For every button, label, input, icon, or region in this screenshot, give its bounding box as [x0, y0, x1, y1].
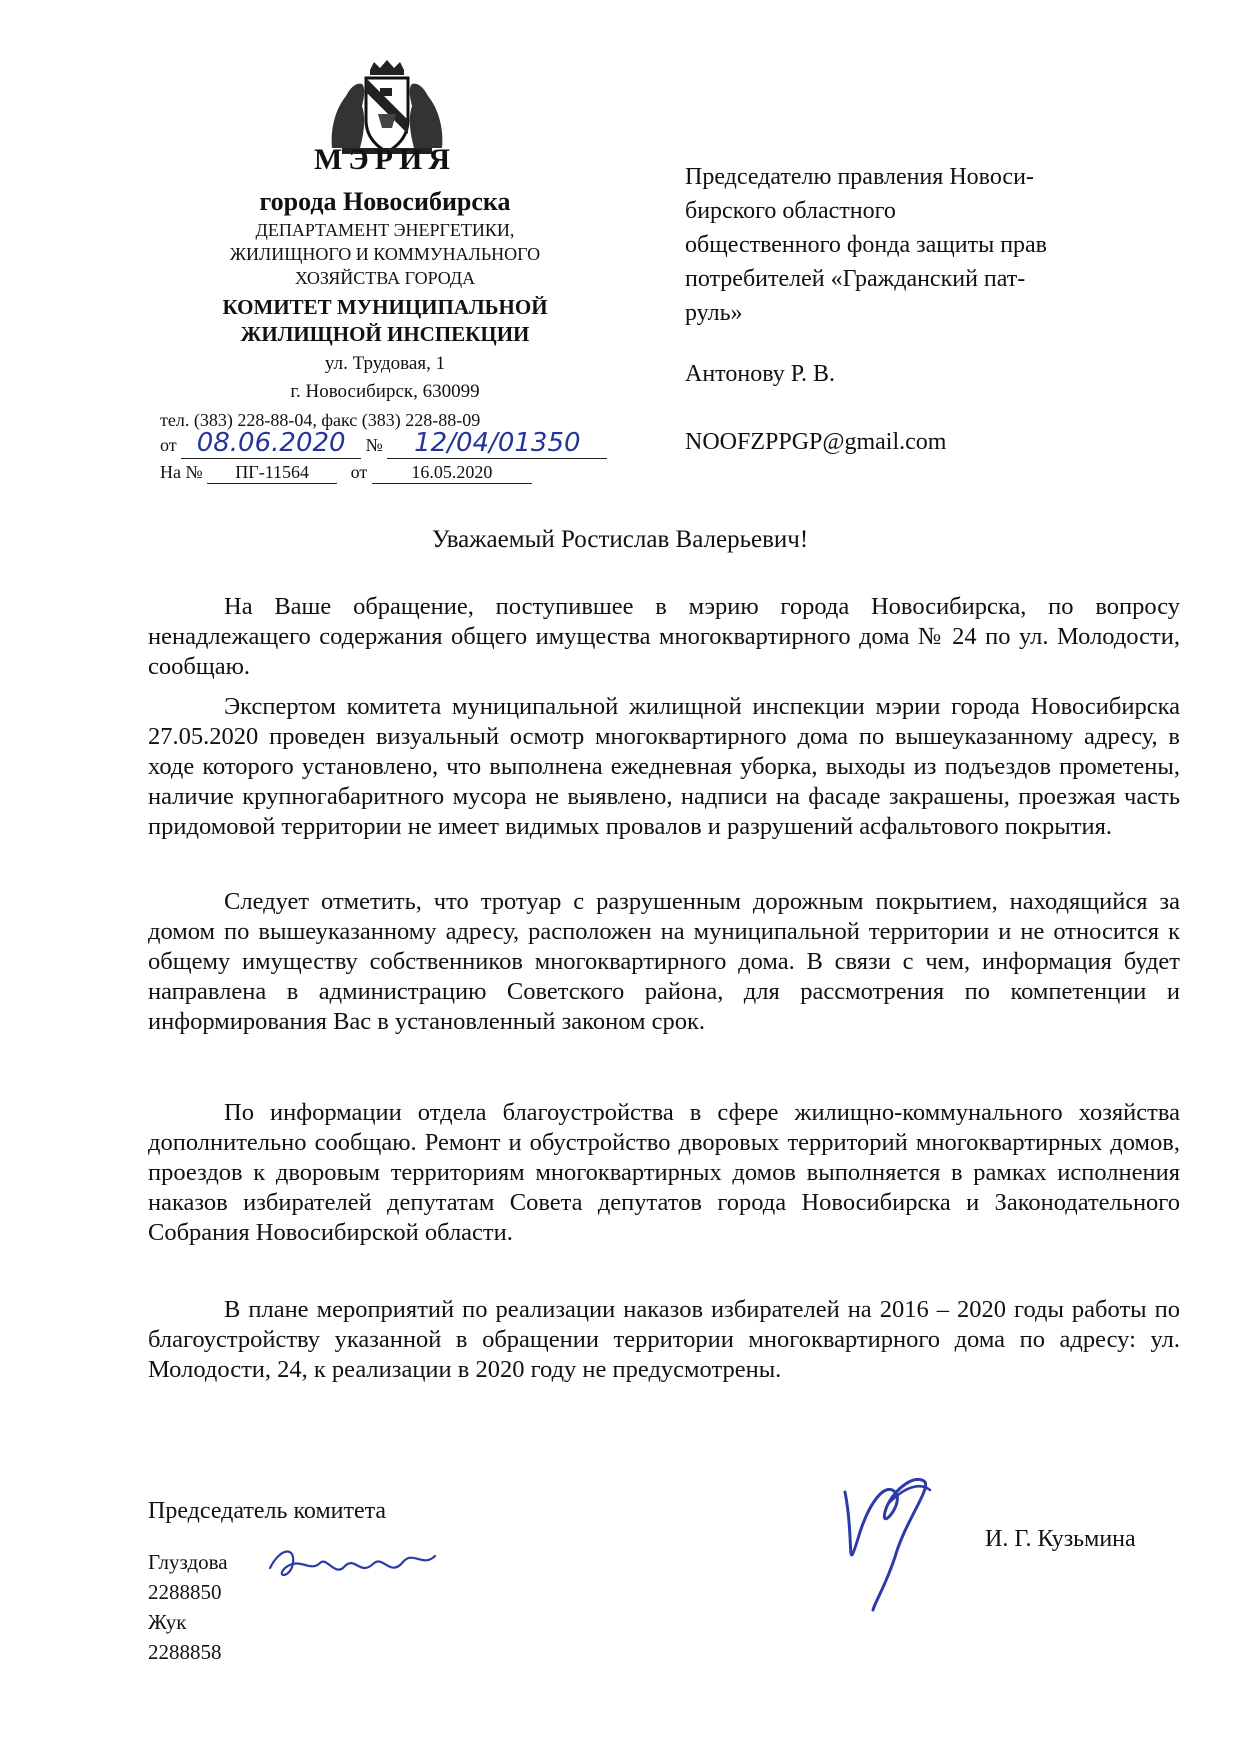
- paragraph-1: [148, 592, 1180, 682]
- executor-name-2: Жук: [148, 1610, 187, 1634]
- paragraph-text: По информации отдела благоустройства в сфере жилищно-коммунального хозяйства дополнительно сообщаю. Ремонт и обустройство дворовых территорий многоквартирных домов, проездов к дворовым территориям многоквартирных домов выполняется в рамках исполнения наказов избирателей депутатам Совета депутатов города Новосибирска и Законодательного Собрания Новосибирской области.: [148, 1099, 1180, 1246]
- signatory-position: Председатель комитета: [148, 1498, 387, 1524]
- addressee-name: Антонову Р. В.: [685, 361, 836, 387]
- org-name: МЭРИЯ: [314, 143, 456, 176]
- paragraph-text: Следует отметить, что тротуар с разрушенным дорожным покрытием, находящийся за домом по вышеуказанному адресу, расположен на муниципальной территории и не относится к общему имуществу собственников многоквартирного дома. В связи с чем, информация будет направлена в администрацию Советского района, для рассмотрения по компетенции и информирования Вас в установленный законом срок.: [148, 888, 1180, 1035]
- registration-number: 12/04/01350: [387, 428, 607, 459]
- executor-phone-1: 2288850: [148, 1580, 222, 1604]
- ref-date: 16.05.2020: [372, 462, 532, 484]
- paragraph-4: [148, 1098, 1180, 1248]
- registration-date: 08.06.2020: [181, 428, 361, 459]
- department-line-3: ХОЗЯЙСТВА ГОРОДА: [294, 268, 476, 288]
- handwritten-signature: [825, 1462, 945, 1612]
- number-label: №: [365, 435, 383, 455]
- committee-line-1: КОМИТЕТ МУНИЦИПАЛЬНОЙ: [222, 295, 548, 319]
- addressee-line: руль»: [685, 300, 743, 326]
- greeting: Уважаемый Ростислав Валерьевич!: [431, 526, 809, 553]
- executor-name-1: Глуздова: [148, 1550, 228, 1574]
- committee-line-2: ЖИЛИЩНОЙ ИНСПЕКЦИИ: [240, 322, 530, 346]
- department-line-1: ДЕПАРТАМЕНТ ЭНЕРГЕТИКИ,: [255, 220, 515, 240]
- executor-phone-2: 2288858: [148, 1640, 222, 1664]
- addressee-block: [685, 160, 1145, 330]
- address-city: г. Новосибирск, 630099: [290, 381, 480, 402]
- addressee-line: Председателю правления Новоси-: [685, 164, 1034, 190]
- addressee-email: NOOFZPPGP@gmail.com: [685, 429, 947, 455]
- ref-label: На №: [160, 462, 203, 482]
- phones: тел. (383) 228-88-04, факс (383) 228-88-09: [160, 410, 481, 430]
- paragraph-text: Экспертом комитета муниципальной жилищной инспекции мэрии города Новосибирска 27.05.2020 проведен визуальный осмотр многоквартирного дома по вышеуказанному адресу, в ходе которого установлено, что выполнена ежедневная уборка, выходы из подъездов прометены, наличие крупногабаритного мусора не выявлено, надписи на фасаде закрашены, проезжая часть придомовой территории не имеет видимых провалов и разрушений асфальтового покрытия.: [148, 693, 1180, 840]
- reference-line: [160, 462, 532, 484]
- paragraph-text: На Ваше обращение, поступившее в мэрию города Новосибирска, по вопросу ненадлежащего содержания общего имущества многоквартирного дома № 24 по ул. Молодости, сообщаю.: [148, 593, 1180, 680]
- signatory-name: И. Г. Кузьмина: [985, 1526, 1136, 1552]
- registration-line: [160, 428, 607, 459]
- paragraph-2: [148, 692, 1180, 842]
- department-line-2: ЖИЛИЩНОГО И КОММУНАЛЬНОГО: [229, 244, 541, 264]
- paragraph-3: [148, 887, 1180, 1037]
- from-label: от: [160, 435, 177, 455]
- ref-from-label: от: [350, 462, 368, 482]
- addressee-line: общественного фонда защиты прав: [685, 232, 1048, 258]
- paragraph-text: В плане мероприятий по реализации наказов избирателей на 2016 – 2020 годы работы по благоустройству указанной в обращении территории многоквартирного дома по адресу: ул. Молодости, 24, к реализации в 2020 году не предусмотрены.: [148, 1296, 1180, 1383]
- executor-signature: [265, 1538, 440, 1593]
- address-street: ул. Трудовая, 1: [324, 353, 446, 374]
- addressee-line: потребителей «Гражданский пат-: [685, 266, 1026, 292]
- ref-number: ПГ-11564: [207, 462, 337, 484]
- org-city: города Новосибирска: [259, 187, 511, 216]
- paragraph-5: [148, 1295, 1180, 1385]
- addressee-line: бирского областного: [685, 198, 896, 224]
